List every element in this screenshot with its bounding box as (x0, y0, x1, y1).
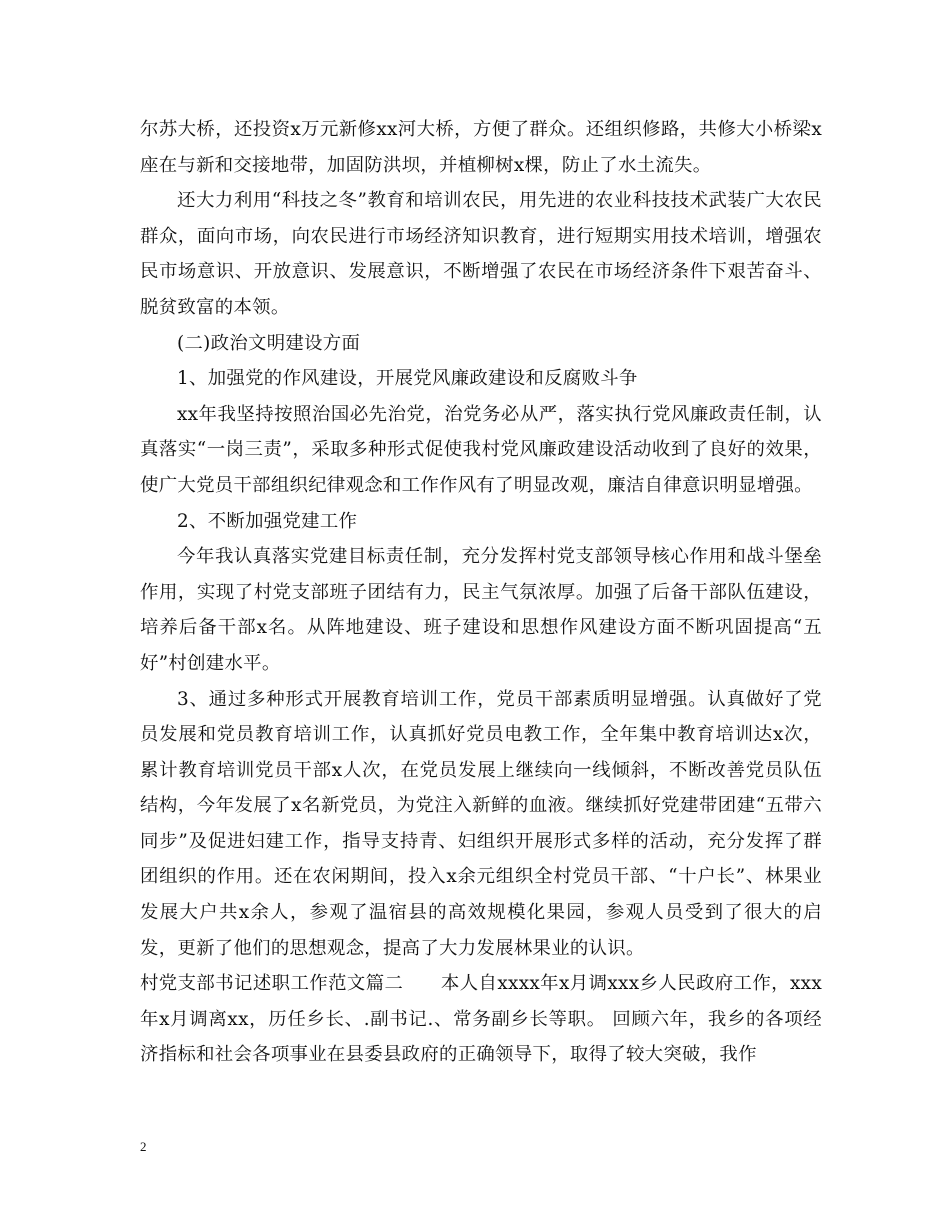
subheading-1: 1、加强党的作风建设，开展党风廉政建设和反腐败斗争 (177, 368, 638, 390)
body-text (140, 112, 822, 1073)
section-heading-political: (二)政治文明建设方面 (177, 332, 361, 354)
paragraph-5: 3、通过多种形式开展教育培训工作，党员干部素质明显增强。认真做好了党员发展和党员教育培训工作，认真抓好党员电教工作，全年集中教育培训达x次，累计教育培训党员干部x人次，在党员发展上继续向一线倾斜，不断改善党员队伍结构，今年发展了x名新党员，为党注入新鲜的血液。继续抓好党建带团建“五带六同步”及促进妇建工作，指导支持青、妇组织开展形式多样的活动，充分发挥了群团组织的作用。还在农闲期间，投入x余元组织全村党员干部、“十户长”、林果业发展大户共x余人，参观了温宿县的高效规模化果园，参观人员受到了很大的启发，更新了他们的思想观念，提高了大力发展林果业的认识。 (140, 688, 822, 959)
paragraph-3: xx年我坚持按照治国必先治党，治党务必从严，落实执行党风廉政责任制，认真落实“一岗三责”，采取多种形式促使我村党风廉政建设活动收到了良好的效果，使广大党员干部组织纪律观念和工作作风有了明显改观，廉洁自律意识明显增强。 (140, 403, 822, 496)
paragraph-4: 今年我认真落实党建目标责任制，充分发挥村党支部领导核心作用和战斗堡垒作用，实现了村党支部班子团结有力，民主气氛浓厚。加强了后备干部队伍建设，培养后备干部x名。从阵地建设、班子建设和思想作风建设方面不断巩固提高“五好”村创建水平。 (140, 546, 822, 674)
paragraph-6: 村党支部书记述职工作范文篇二 本人自xxxx年x月调xxx乡人民政府工作，xxx年x月调离xx，历任乡长、.副书记.、常务副乡长等职。 回顾六年，我乡的各项经济指标和社会各项事业在县委县政府的正确领导下，取得了较大突破，我作 (140, 973, 822, 1066)
page-number: 2 (140, 1139, 147, 1154)
subheading-2: 2、不断加强党建工作 (177, 510, 358, 532)
paragraph-1: 尔苏大桥，还投资x万元新修xx河大桥，方便了群众。还组织修路，共修大小桥梁x座在与新和交接地带，加固防洪坝，并植柳树x棵，防止了水土流失。 (140, 119, 822, 176)
paragraph-2: 还大力利用“科技之冬”教育和培训农民，用先进的农业科技技术武装广大农民群众，面向市场，向农民进行市场经济知识教育，进行短期实用技术培训，增强农民市场意识、开放意识、发展意识，不断增强了农民在市场经济条件下艰苦奋斗、脱贫致富的本领。 (140, 190, 822, 318)
